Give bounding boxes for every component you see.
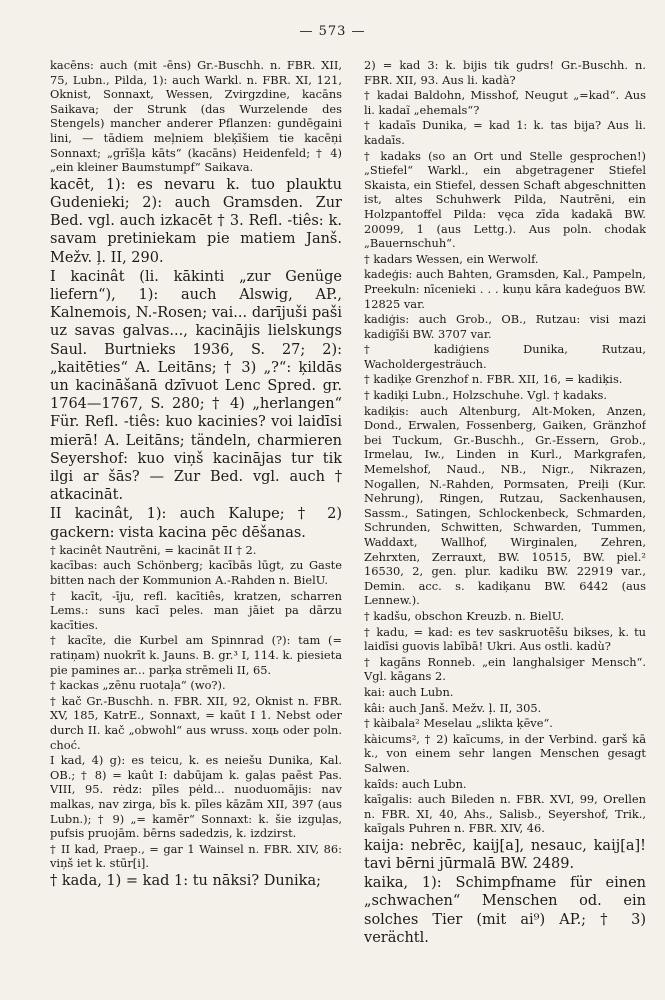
dictionary-entry: kaîds: auch Lubn. bbox=[364, 776, 467, 791]
dictionary-entry: † kadiķe Grenzhof n. FBR. XII, 16, = kadiķis. bbox=[364, 372, 623, 387]
dictionary-entry: † kadaks (so an Ort und Stelle gesprochen!) „Stiefel“ Warkl., ein abgetragener Stiefel Skaista, ein Stiefel, dessen Schaft abgeschnitten ist, altes Schuhwerk Pilda, Nautrēni, ein Holzpantoffel Pilda: vęca zīda kadakā BW. 20099, 1 (aus Lettg.). Aus poln. chodak „Bauernschuh“. bbox=[364, 148, 646, 251]
dictionary-entry: kâi: auch Janš. Mežv. ļ. II, 305. bbox=[364, 700, 542, 715]
dictionary-entry: I kacinât (li. kākinti „zur Genüge liefern“), 1): auch Alswig, AP., Kalnemois, N.-Rosen; vai... darījuši paši uz savas galvas..., kacinājis lielskungs Saul. Burtnieks 1936, S. 27; 2): „kaitēties“ A. Leitāns; † 3) „?“: ķildās un kacināšanā dzīvuot Lenc Spred. gr. 1764—1767, S. 280; † 4) „herlangen“ Für. Refl. -tiês: kuo kacinies? voi laidīsi mierā! A. Leitāns; tändeln, charmieren Seyershof: kuo viņš kacinājas tur tik ilgi ar šās? — Zur Bed. vgl. auch † atkacināt. bbox=[50, 268, 342, 504]
dictionary-entry: kacības: auch Schönberg; kacībās lūgt, zu Gaste bitten nach der Kommunion A.-Rahden n. BielU. bbox=[50, 558, 342, 587]
dictionary-entry: † kač Gr.-Buschh. n. FBR. XII, 92, Oknist n. FBR. XV, 185, KatrE., Sonnaxt, = kaūt I 1. Nebst oder durch II. kač „obwohl“ aus wruss. хоць oder poln. choć. bbox=[50, 693, 342, 752]
dictionary-entry: kadiģis: auch Grob., OB., Rutzau: visi mazi kadiģīši BW. 3707 var. bbox=[364, 312, 646, 341]
dictionary-entry: † kada, 1) = kad 1: tu nāksi? Dunika; bbox=[50, 872, 321, 889]
dictionary-entry: † kacīt, -īju, refl. kacītiês, kratzen, scharren Lems.: suns kacī peles. man jāiet pa dārzu kacīties. bbox=[50, 588, 342, 632]
dictionary-entry: † kadaīs Dunika, = kad 1: k. tas bija? Aus li. kadaīs. bbox=[364, 118, 646, 147]
dictionary-entry: † kàibala² Meselau „slikta ķēve“. bbox=[364, 716, 553, 731]
dictionary-entry: † kadu, = kad: es tev saskruotēšu bikses, k. tu laidīsi guovis labībā! Ukri. Aus ostli. kadù? bbox=[364, 624, 646, 654]
dictionary-entry: kaija: nebrēc, kaij[a], nesauc, kaij[a]! tavi bērni jūrmalā BW. 2489. bbox=[364, 837, 646, 873]
dictionary-entry: kadiķis: auch Altenburg, Alt-Moken, Anzen, Dond., Erwalen, Fossenberg, Gaiken, Gränzhof bei Tuckum, Gr.-Buschh., Gr.-Essern, Grob., Irmelau, Iw., Linden in Kurl., Markgrafen, Memelshof, Naud., NB., Nigr., Nikrazen, Nogallen, N.-Rahden, Pormsaten, Preiļi (Kur. Nehrung), Ringen, Rutzau, Sackenhausen, Sassm., Satingen, Schlockenbeck, Schmarden, Schrunden, Schwitten, Schwarden, Tummen, Waddaxt, Wallhof, Wirginalen, Zehren, Zehrxten, Zerrauxt, BW. 10515, BW. piel.² 16530, 2, gen. plur. kadiku BW. 22919 var., Demin. acc. s. kadiķanu BW. 6442 (aus Lennew.). bbox=[364, 403, 646, 608]
dictionary-entry: † kadars Wessen, ein Werwolf. bbox=[364, 251, 539, 266]
dictionary-entry: kaīgalis: auch Bileden n. FBR. XVI, 99, Orellen n. FBR. XI, 40, Ahs., Salisb., Seyershof, Trik., kaīgals Puhren n. FBR. XIV, 46. bbox=[364, 792, 646, 836]
dictionary-entry: kacēt, 1): es nevaru k. tuo plauktu Gudenieki; 2): auch Gramsden. Zur Bed. vgl. auch izkacēt † 3. Refl. -tiês: k. savam pretiniekam pie matiem Janš. Mežv. ļ. II, 290. bbox=[50, 176, 342, 266]
dictionary-entry: kàicums², † 2) kaīcums, in der Verbind. garš kā k., von einem sehr langen Menschen gesagt Salwen. bbox=[364, 731, 646, 775]
dictionary-entry: kaika, 1): Schimpfname für einen „schwachen“ Menschen od. ein solches Tier (mit ai⁹) AP.; † 3) verächtl. bbox=[364, 875, 646, 946]
dictionary-entry: 2) = kad 3: k. bijis tik gudrs! Gr.-Buschh. n. FBR. XII, 93. Aus li. kadà? bbox=[364, 58, 646, 87]
dictionary-entry: † II kad, Praep., = gar 1 Wainsel n. FBR. XIV, 86: viņš iet k. stūr[i]. bbox=[50, 841, 342, 871]
dictionary-entry: † kadai Baldohn, Misshof, Neugut „=kad“. Aus li. kadaĩ „ehemals“? bbox=[364, 88, 646, 117]
dictionary-entry: † kagāns Ronneb. „ein langhalsiger Mensch“. Vgl. kāgans 2. bbox=[364, 654, 646, 684]
dictionary-entry: † kacīte, die Kurbel am Spinnrad (?): tam (= ratiņam) nuokrīt k. Jauns. B. gr.³ I, 114. k. piesieta pie pamines ar... parķa strēmeli II, 65. bbox=[50, 633, 342, 677]
dictionary-entry: kacēns: auch (mit -ēns) Gr.-Buschh. n. FBR. XII, 75, Lubn., Pilda, 1): auch Warkl. n. FBR. XI, 121, Oknist, Sonnaxt, Wessen, Zvirgzdine, kacāns Saikava; der Strunk (das Wurzelende des Stengels) mancher anderer Pflanzen: gundēgaini lini, — tādiem meļniem bleķīšiem tie kacēņi Sonnaxt; „grīšļa kāts“ (kacāns) Heidenfeld; † 4) „ein kleiner Baumstumpf“ Saikava. bbox=[50, 58, 342, 175]
dictionary-entry: † kacinêt Nautrēni, = kacināt II † 2. bbox=[50, 542, 257, 557]
dictionary-entry: † kadiģiens Dunika, Rutzau, Wacholdergesträuch. bbox=[364, 342, 646, 371]
dictionary-entry: kadeģis: auch Bahten, Gramsden, Kal., Pampeln, Preekuln: nīcenieki . . . kuņu kāra kadeģuos BW. 12825 var. bbox=[364, 267, 646, 311]
dictionary-entry: kai: auch Lubn. bbox=[364, 684, 454, 699]
dictionary-entry: † kackas „zēnu ruotaļa“ (wo?). bbox=[50, 678, 226, 693]
dictionary-entry: I kad, 4) g): es teicu, k. es neiešu Dunika, Kal. OB.; † 8) = kaût I: dabūjam k. gaļas paēst Pas. VIII, 95. rėdz: pīles pėld... nuoduomājis: nav malkas, nav zirga, bīs k. pīles kāzām XII, 397 (aus Lubn.); † 9) „= kamēr“ Sonnaxt: k. šie izguļas, pufsis pruojām. bērns sadedzis, k. izdzirst. bbox=[50, 753, 342, 841]
left-column bbox=[50, 58, 342, 994]
dictionary-entry: II kacinât, 1): auch Kalupe; † 2) gackern: vista kacina pēc dēšanas. bbox=[50, 506, 342, 541]
dictionary-entry: † kadšu, obschon Kreuzb. n. BielU. bbox=[364, 608, 564, 623]
right-column bbox=[364, 58, 646, 994]
dictionary-entry: † kadiķi Lubn., Holzschuhe. Vgl. † kadaks. bbox=[364, 388, 608, 403]
page-number: — 573 — bbox=[299, 24, 366, 39]
